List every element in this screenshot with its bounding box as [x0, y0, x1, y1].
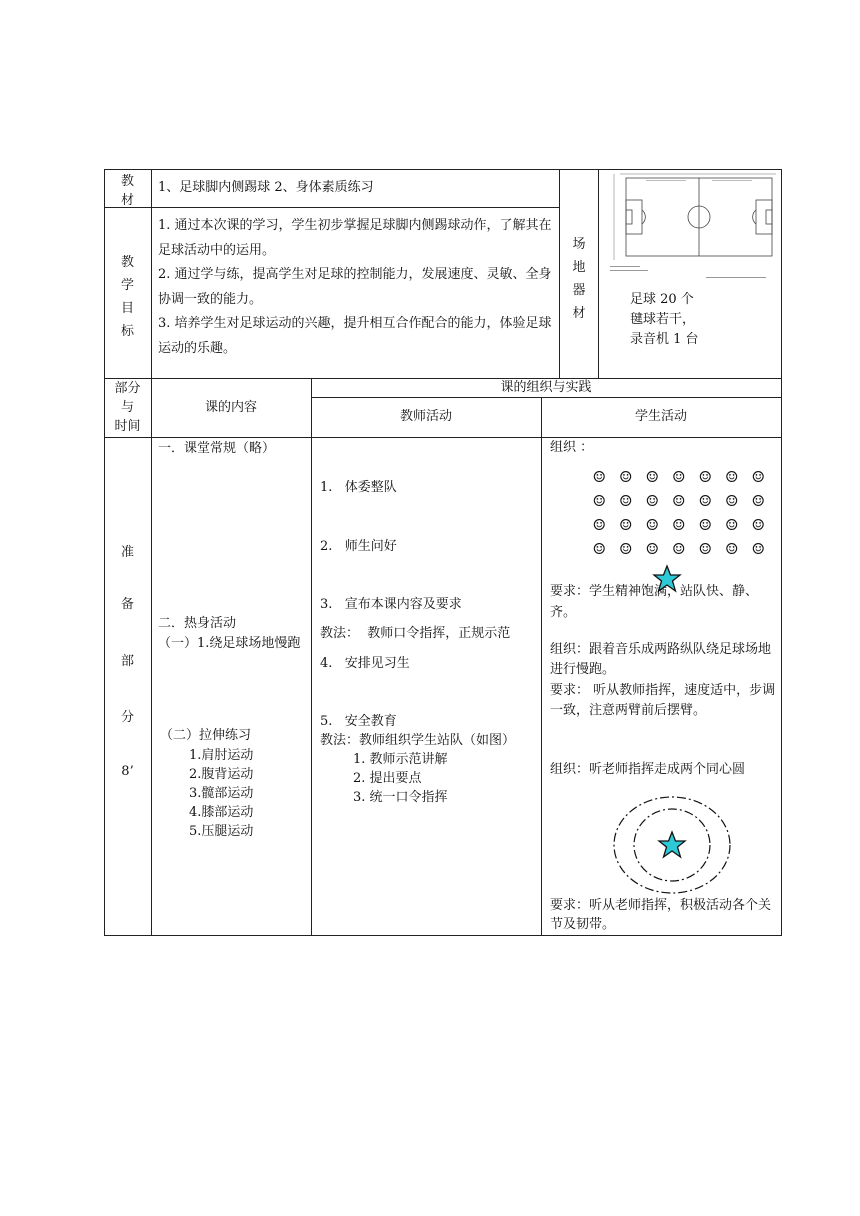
label-part-time: 部分 与 时间 [114, 381, 141, 434]
section-time: 8’ [121, 764, 134, 779]
list-item: 4. 安排见习生 [320, 655, 410, 671]
goal-2: 2. 通过学与练，提高学生对足球的控制能力，发展速度、灵敏、全身协调一致的能力。 [158, 267, 552, 307]
student-req-3: 要求：听从老师指挥，积极活动各个关节及韧带。 [550, 898, 772, 932]
list-item: 3. 宣布本课内容及要求 [320, 597, 462, 612]
student-smiley-icon: ☺ [592, 516, 606, 534]
student-smiley-icon: ☺ [619, 492, 633, 510]
label-teaching-goals: 教 学 目 标 [120, 255, 134, 339]
soccer-field-diagram [606, 172, 778, 288]
list-item: 1. 体委整队 [320, 480, 397, 495]
student-smiley-icon: ☺ [725, 516, 739, 534]
stretch-list [189, 746, 253, 841]
student-smiley-icon: ☺ [751, 468, 765, 486]
student-smiley-icon: ☺ [751, 540, 765, 558]
student-smiley-icon: ☺ [698, 540, 712, 558]
student-smiley-icon: ☺ [698, 492, 712, 510]
teacher-star-icon [652, 564, 682, 594]
formation-row [586, 537, 772, 561]
goal-1: 1. 通过本次课的学习，学生初步掌握足球脚内侧踢球动作，了解其在足球活动中的运用。 [158, 218, 552, 258]
formation-row [586, 465, 772, 489]
goal-3: 3. 培养学生对足球运动的兴趣，提升相互合作配合的能力，体验足球运动的乐趣。 [158, 316, 552, 356]
header-organization: 课的组织与实践 [500, 380, 592, 395]
student-smiley-icon: ☺ [672, 540, 686, 558]
student-smiley-icon: ☺ [672, 468, 686, 486]
label-venue-equipment: 场 地 器 材 [572, 237, 586, 321]
section-label-char: 分 [120, 710, 134, 725]
student-smiley-icon: ☺ [619, 516, 633, 534]
list-item: 3.髋部运动 [189, 786, 254, 801]
student-smiley-icon: ☺ [592, 468, 606, 486]
student-org-1: 组织 ： [550, 440, 594, 455]
equipment-list [630, 290, 699, 350]
list-item: 5. 安全教育 [320, 714, 397, 729]
section-label-char: 备 [120, 597, 134, 612]
equipment-item: 录音机 1 台 [630, 332, 699, 347]
student-req-2: 要求： 听从教师指挥，速度适中，步调一致，注意两臂前后摆臂。 [550, 683, 776, 718]
student-formation [586, 465, 772, 561]
content-item-stretch: （二）拉伸练习 [160, 728, 252, 743]
student-smiley-icon: ☺ [645, 468, 659, 486]
student-smiley-icon: ☺ [592, 492, 606, 510]
teacher-list-1 [320, 439, 462, 751]
student-smiley-icon: ☺ [751, 492, 765, 510]
equipment-item: 足球 20 个 [630, 292, 694, 307]
content-item-jog: （一）1.绕足球场地慢跑 [158, 636, 301, 651]
teacher-method-1: 教法： 教师口令指挥，正规示范 [320, 626, 511, 641]
student-smiley-icon: ☺ [725, 492, 739, 510]
list-item: 1.肩肘运动 [189, 748, 254, 763]
student-smiley-icon: ☺ [751, 516, 765, 534]
content-item-routine: 一．课堂常规（略） [158, 441, 276, 456]
student-smiley-icon: ☺ [645, 540, 659, 558]
teacher-list-2 [353, 750, 448, 807]
student-smiley-icon: ☺ [672, 516, 686, 534]
header-teacher-activity: 教师活动 [399, 409, 452, 424]
student-org-3: 组织：听老师指挥走成两个同心圆 [550, 762, 746, 777]
student-smiley-icon: ☺ [619, 468, 633, 486]
equipment-item: 毽球若干， [630, 312, 696, 327]
content-item-warmup: 二．热身活动 [158, 616, 237, 631]
student-smiley-icon: ☺ [672, 492, 686, 510]
student-org-2: 组织：跟着音乐成两路纵队绕足球场地进行慢跑。 [550, 642, 772, 677]
list-item: 4.膝部运动 [189, 805, 254, 820]
student-smiley-icon: ☺ [645, 516, 659, 534]
list-item: 1. 教师示范讲解 [353, 752, 448, 767]
student-smiley-icon: ☺ [619, 540, 633, 558]
section-label-char: 部 [120, 654, 134, 669]
teaching-goals [158, 214, 554, 361]
student-smiley-icon: ☺ [725, 468, 739, 486]
header-lesson-content: 课的内容 [204, 400, 257, 415]
list-item: 2. 提出要点 [353, 771, 422, 786]
formation-row [586, 513, 772, 537]
student-smiley-icon: ☺ [592, 540, 606, 558]
student-req-1: 要求：学生精神饱满，站队快、静、齐。 [550, 584, 759, 620]
list-item: 2.腹背运动 [189, 767, 254, 782]
list-item: 5.压腿运动 [189, 824, 254, 839]
list-item: 2. 师生问好 [320, 538, 397, 554]
student-smiley-icon: ☺ [698, 516, 712, 534]
concentric-circles-diagram [610, 792, 736, 896]
formation-row [586, 489, 772, 513]
label-teaching-material: 教 材 [120, 174, 134, 208]
list-item: 3. 统一口令指挥 [353, 790, 448, 805]
header-student-activity: 学生活动 [634, 409, 687, 424]
student-smiley-icon: ☺ [698, 468, 712, 486]
teaching-material-content: 1、足球脚内侧踢球 2、身体素质练习 [158, 180, 374, 195]
student-smiley-icon: ☺ [645, 492, 659, 510]
section-label-preparation: 准 [120, 545, 134, 560]
teacher-method-2: 教法：教师组织学生站队（如图） [320, 733, 516, 748]
student-smiley-icon: ☺ [725, 540, 739, 558]
